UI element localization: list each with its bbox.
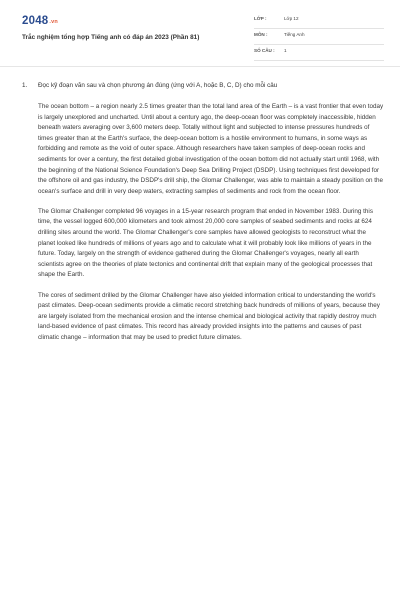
page-header [0,0,400,67]
meta-value-subject: Tiếng Anh [284,32,305,37]
logo-text: 2048 [22,15,49,27]
site-logo[interactable] [22,15,58,27]
meta-label-class: LỚP : [254,16,267,21]
meta-row-subject [254,29,384,45]
question-number: 1. [22,82,28,89]
meta-value-question-count: 1 [284,48,287,53]
passage-paragraph: The cores of sediment drilled by the Glomar Challenger have also yielded information critical to understanding the world's past climates. Deep-ocean sediments provide a climatic record stretching back hundreds of millions of years, because they are largely isolated from the mechanical erosion and the intense chemical and biological activity that rapidly destroy much land-based evidence of past climates. This record has already provided insights into the patterns and causes of past climatic change – information that may be used to predict future climates. [38,291,380,341]
meta-row-question-count [254,45,384,61]
meta-panel [254,13,384,61]
question-instruction: Đọc kỹ đoạn văn sau và chọn phương án đúng (ứng với A, hoặc B, C, D) cho mỗi câu [38,82,278,89]
meta-label-question-count: SỐ CÂU : [254,48,275,53]
meta-label-subject: MÔN : [254,32,268,37]
passage-paragraph: The ocean bottom – a region nearly 2.5 times greater than the total land area of the Earth – is a vast frontier that even today is largely unexplored and uncharted. Until about a century ago, the deep-ocean floor was completely inaccessible, hidden beneath waters averaging over 3,600 meters deep. Totally without light and subjected to intense pressures hundreds of times greater than at the Earth's surface, the deep-ocean bottom is a hostile environment to humans, in some ways as forbidding and remote as the void of outer space. Although researchers have taken samples of deep-ocean rocks and sediments for over a century, the first detailed global investigation of the ocean bottom did not actually start until 1968, with the beginning of the National Science Foundation's Deep Sea Drilling Project (DSDP). Using techniques first developed for the offshore oil and gas industry, the DSDP's drill ship, the Glomar Challenger, was able to maintain a steady position on the ocean's surface and drill in very deep waters, extracting samples of sediments and rock from the ocean floor. [38,103,384,195]
reading-passage [38,102,384,353]
meta-value-class: Lớp 12 [284,16,299,21]
passage-paragraph: The Glomar Challenger completed 96 voyages in a 15-year research program that ended in November 1983. During this time, the vessel logged 600,000 kilometers and took almost 20,000 core samples of seabed sediments and rocks at 624 drilling sites around the world. The Glomar Challenger's core samples have allowed geologists to reconstruct what the planet looked like hundreds of millions of years ago and to calculate what it will probably look like millions of years in the future. Today, largely on the strength of evidence gathered during the Glomar Challenger's voyages, nearly all earth scientists agree on the theories of plate tectonics and continental drift that explain many of the geological processes that shape the Earth. [38,207,373,279]
logo-tld: .vn [49,19,58,25]
meta-row-class [254,13,384,29]
page-title: Trắc nghiệm tổng hợp Tiếng anh có đáp án 2023 (Phần 81) [22,34,200,41]
